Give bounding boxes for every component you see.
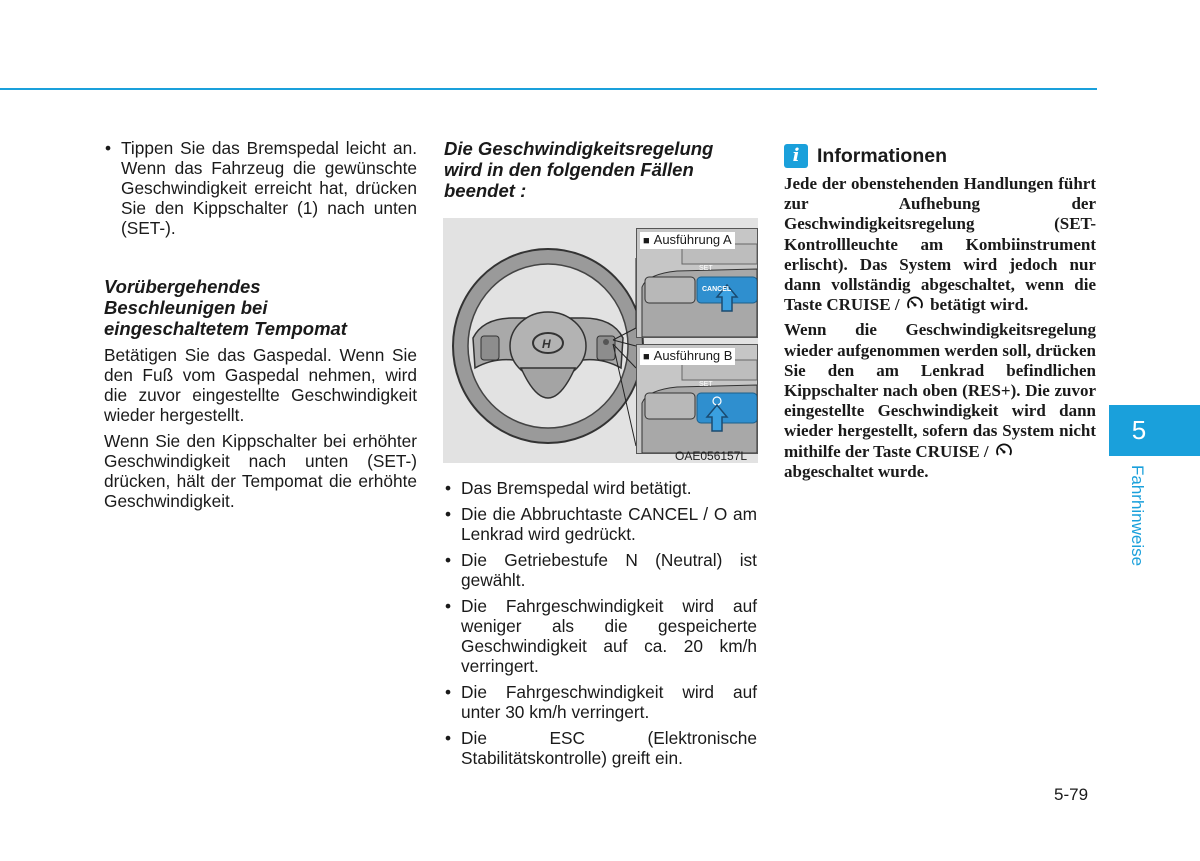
list-item: • Die Fahrgeschwindigkeit wird auf unter 30 km/h verringert. [444,682,757,722]
chapter-number: 5 [1131,415,1147,445]
list-item: • Die Fahrgeschwindigkeit wird auf weniger als die gespeicherte Geschwindigkeit auf ca. 20 km/h verringert. [444,596,757,676]
info-header [784,144,1096,168]
heading-line: wird in den folgenden Fällen [444,159,694,180]
variant-b-label: ■ Ausführung B [640,348,735,365]
chapter-name-text: Fahrhinweise [1128,465,1147,567]
bullet-list [104,138,417,238]
column-left [104,138,417,511]
set-label: SET [699,265,713,272]
variant-a-panel [636,228,758,338]
set-label: SET [699,381,713,388]
info-paragraph [784,174,1096,315]
list-item: • Die ESC (Elektronische Stabilitätskontrolle) greift ein. [444,728,757,768]
chapter-name [1125,465,1153,575]
info-icon: i [784,144,808,168]
heading-line: Die Geschwindigkeitsregelung [444,138,714,159]
column-middle-list [444,478,757,774]
info-paragraph [784,320,1096,482]
chapter-tab [1109,405,1200,456]
bullet-list [444,478,757,768]
page-number: 5-79 [1054,785,1089,804]
section-heading [104,276,417,339]
section-heading [444,138,757,201]
column-middle [444,138,757,201]
list-item: • Tippen Sie das Bremspedal leicht an. Wenn das Fahrzeug die gewünschte Geschwindigkeit erreicht hat, drücken Sie den Kippschalter (1) nach unten (SET-). [104,138,417,238]
info-box [784,138,1096,482]
cancel-label: CANCEL [702,286,732,293]
info-text-part: abgeschaltet wurde. [784,461,929,481]
figure-code: OAE056157L [675,449,748,463]
variant-a-label: ■ Ausführung A [640,232,735,249]
heading-line: Beschleunigen bei [104,297,268,318]
list-item: • Die die Abbruchtaste CANCEL / O am Lenkrad wird gedrückt. [444,504,757,544]
info-text-part: betätigt wird. [930,295,1029,315]
header-rule [0,88,1097,90]
info-text-part: Jede der obenstehenden Handlungen führt zur Aufhebung der Geschwindigkeitsregelung (SET-Kontrollleuchte am Kombiinstrument erlischt). Das System wird jedoch nur dann vollständig abgeschaltet, wenn die Taste CRUISE / [784,174,1096,315]
variant-b-panel [636,344,758,454]
heading-line: eingeschaltetem Tempomat [104,318,347,339]
svg-text:H: H [542,337,551,351]
info-text-part: Wenn die Geschwindigkeitsregelung wieder aufgenommen werden soll, drücken Sie den am Lenkrad befindlichen Kippschalter nach oben (RES+). Die zuvor eingestellte Geschwindigkeit wird dann wieder hergestellt, sofern das System nicht mithilfe der Taste CRUISE / [784,320,1096,461]
heading-line: Vorübergehendes [104,276,261,297]
paragraph: Wenn Sie den Kippschalter bei erhöhter Geschwindigkeit nach unten (SET-) drücken, hält der Tempomat die erhöhte Geschwindigkeit. [104,431,417,511]
list-item: • Die Getriebestufe N (Neutral) ist gewählt. [444,550,757,590]
cruise-gauge-icon [906,295,924,313]
paragraph: Betätigen Sie das Gaspedal. Wenn Sie den Fuß vom Gaspedal nehmen, wird die zuvor eingestellte Geschwindigkeit wieder hergestellt. [104,345,417,425]
list-item: • Das Bremspedal wird betätigt. [444,478,757,498]
info-title: Informationen [817,144,947,167]
cruise-gauge-icon [995,442,1013,460]
heading-line: beendet : [444,180,527,201]
